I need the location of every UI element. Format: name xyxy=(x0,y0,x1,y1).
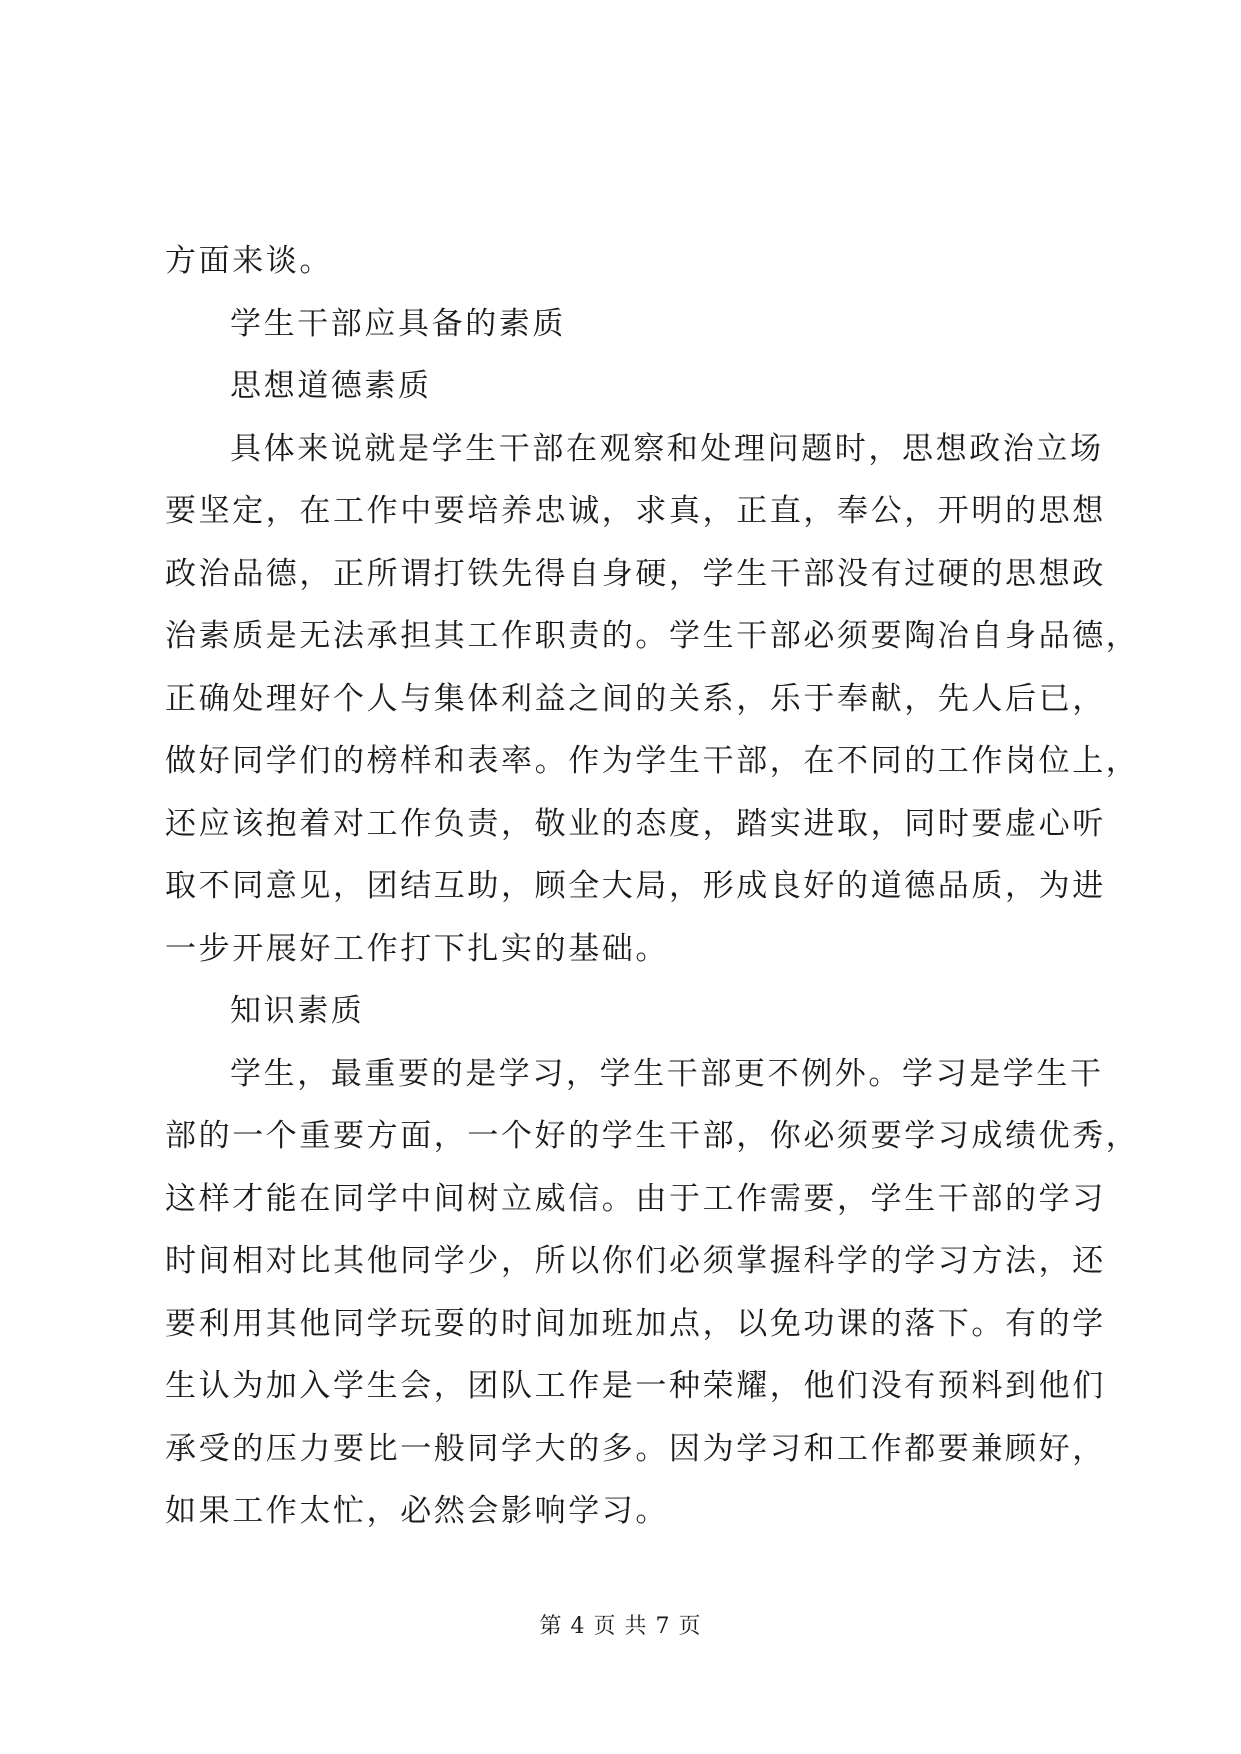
paragraph-line: 一步开展好工作打下扎实的基础。 xyxy=(165,930,669,967)
paragraph-line: 治素质是无法承担其工作职责的。学生干部必须要陶冶自身品德， xyxy=(165,618,1140,654)
paragraph-line: 正确处理好个人与集体利益之间的关系，乐于奉献，先人后已， xyxy=(165,680,1106,717)
paragraph-line: 部的一个重要方面，一个好的学生干部，你必须要学习成绩优秀， xyxy=(165,1118,1140,1154)
paragraph-line: 还应该抱着对工作负责，敬业的态度，踏实进取，同时要虚心听 xyxy=(165,805,1106,842)
page-number-footer: 第 4 页 共 7 页 xyxy=(539,1614,702,1639)
paragraph-line: 取不同意见，团结互助，顾全大局，形成良好的道德品质，为进 xyxy=(165,868,1106,904)
paragraph-line: 生认为加入学生会，团队工作是一种荣耀，他们没有预料到他们 xyxy=(165,1368,1106,1404)
section-heading: 学生干部应具备的素质 xyxy=(230,305,566,342)
paragraph-line: 如果工作太忙，必然会影响学习。 xyxy=(165,1493,669,1529)
body-text xyxy=(165,230,1140,1543)
paragraph-line: 要利用其他同学玩耍的时间加班加点，以免功课的落下。有的学 xyxy=(165,1305,1106,1342)
paragraph-line: 时间相对比其他同学少，所以你们必须掌握科学的学习方法，还 xyxy=(165,1243,1106,1279)
paragraph-line: 学生，最重要的是学习，学生干部更不例外。学习是学生干 xyxy=(230,1055,1104,1092)
paragraph-line: 具体来说就是学生干部在观察和处理问题时，思想政治立场 xyxy=(230,430,1104,467)
paragraph-line: 要坚定，在工作中要培养忠诚，求真，正直，奉公，开明的思想 xyxy=(165,493,1106,529)
paragraph-line: 做好同学们的榜样和表率。作为学生干部，在不同的工作岗位上， xyxy=(165,743,1140,779)
subsection-heading: 知识素质 xyxy=(230,993,365,1029)
subsection-heading: 思想道德素质 xyxy=(230,368,432,404)
paragraph-line: 政治品德，正所谓打铁先得自身硬，学生干部没有过硬的思想政 xyxy=(165,555,1106,592)
paragraph-line: 承受的压力要比一般同学大的多。因为学习和工作都要兼顾好， xyxy=(165,1430,1106,1467)
paragraph-line: 这样才能在同学中间树立威信。由于工作需要，学生干部的学习 xyxy=(165,1180,1106,1217)
paragraph-line: 方面来谈。 xyxy=(165,243,333,279)
